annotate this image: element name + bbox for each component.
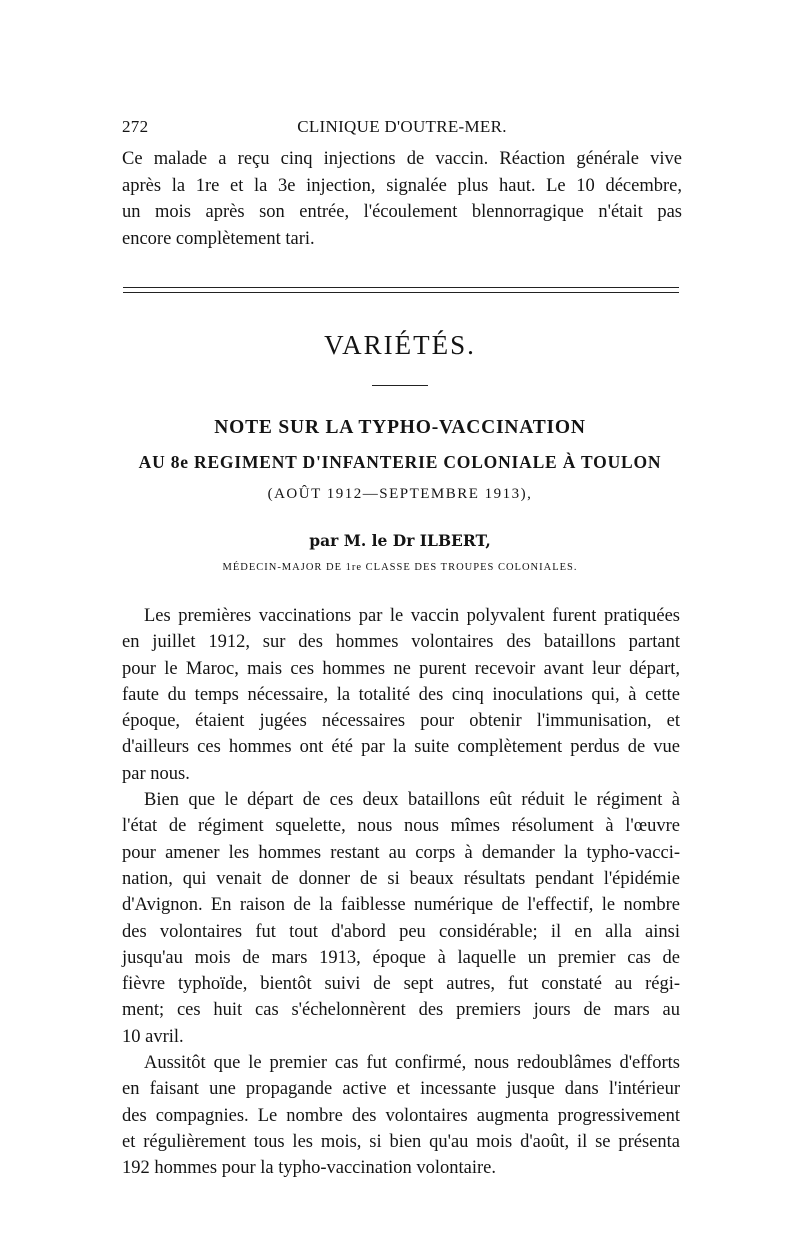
text-line: ment; ces huit cas s'échelonnèrent des premiers jours de mars au <box>122 1000 680 1021</box>
page-number: 272 <box>122 117 149 136</box>
text-line: 10 avril. <box>122 1026 184 1047</box>
text-line: pour amener les hommes restant au corps à demander la typho-vacci- <box>122 842 680 863</box>
text-line: des volontaires fut tout d'abord peu considérable; il en alla ainsi <box>122 921 680 942</box>
author-affiliation: MÉDECIN-MAJOR DE 1re CLASSE DES TROUPES COLONIALES. <box>222 562 578 573</box>
text-line: un mois après son entrée, l'écoulement blennorragique n'était pas <box>122 202 682 222</box>
text-line: jusqu'au mois de mars 1913, époque à laquelle un premier cas de <box>122 947 680 968</box>
article-title-line-3: (AOÛT 1912—SEPTEMBRE 1913), <box>267 486 533 502</box>
article-author: par M. le Dr ILBERT, <box>309 531 491 550</box>
text-line: nation, qui venait de donner de si beaux résultats pendant l'épidémie <box>122 868 680 889</box>
article-title-line-2: AU 8e REGIMENT D'INFANTERIE COLONIALE À TOULON <box>138 452 662 472</box>
text-line: fièvre typhoïde, bientôt suivi de sept autres, fut constaté au régi- <box>122 974 680 995</box>
text-line: Ce malade a reçu cinq injections de vaccin. Réaction générale vive <box>122 149 682 169</box>
text-line: par nous. <box>122 763 190 784</box>
running-title: CLINIQUE D'OUTRE-MER. <box>297 117 507 136</box>
text-line: en juillet 1912, sur des hommes volontaires des bataillons partant <box>122 632 680 653</box>
text-line: pour le Maroc, mais ces hommes ne purent recevoir avant leur départ, <box>122 658 680 679</box>
text-line: d'Avignon. En raison de la faiblesse numérique de l'effectif, le nombre <box>122 895 680 916</box>
text-line: et régulièrement tous les mois, si bien qu'au mois d'août, il se présenta <box>122 1131 680 1152</box>
text-line: en faisant une propagande active et incessante jusque dans l'intérieur <box>122 1079 680 1100</box>
article-body <box>122 603 680 1182</box>
section-title: VARIÉTÉS. <box>324 330 476 360</box>
text-line: époque, étaient jugées nécessaires pour obtenir l'immunisation, et <box>122 711 680 732</box>
text-line: des compagnies. Le nombre des volontaires augmenta progressivement <box>122 1105 680 1126</box>
text-line: après la 1re et la 3e injection, signalée plus haut. Le 10 décembre, <box>122 175 682 196</box>
running-header <box>122 117 682 139</box>
text-line: 192 hommes pour la typho-vaccination volontaire. <box>122 1158 497 1179</box>
text-line: l'état de régiment squelette, nous nous mîmes résolument à l'œuvre <box>122 816 680 837</box>
previous-article-ending <box>122 146 682 252</box>
text-line: encore complètement tari. <box>122 228 315 249</box>
text-line: Bien que le départ de ces deux bataillons eût réduit le régiment à <box>144 790 680 811</box>
text-line: Les premières vaccinations par le vaccin polyvalent furent pratiquées <box>144 606 680 626</box>
article-title-line-1: NOTE SUR LA TYPHO-VACCINATION <box>214 417 586 438</box>
text-line: d'ailleurs ces hommes ont été par la suite complètement perdus de vue <box>122 737 680 758</box>
section-divider <box>123 287 679 293</box>
text-line: Aussitôt que le premier cas fut confirmé, nous redoublâmes d'efforts <box>144 1053 680 1074</box>
text-line: faute du temps nécessaire, la totalité des cinq inoculations qui, à cette <box>122 684 680 705</box>
title-rule <box>372 385 428 386</box>
